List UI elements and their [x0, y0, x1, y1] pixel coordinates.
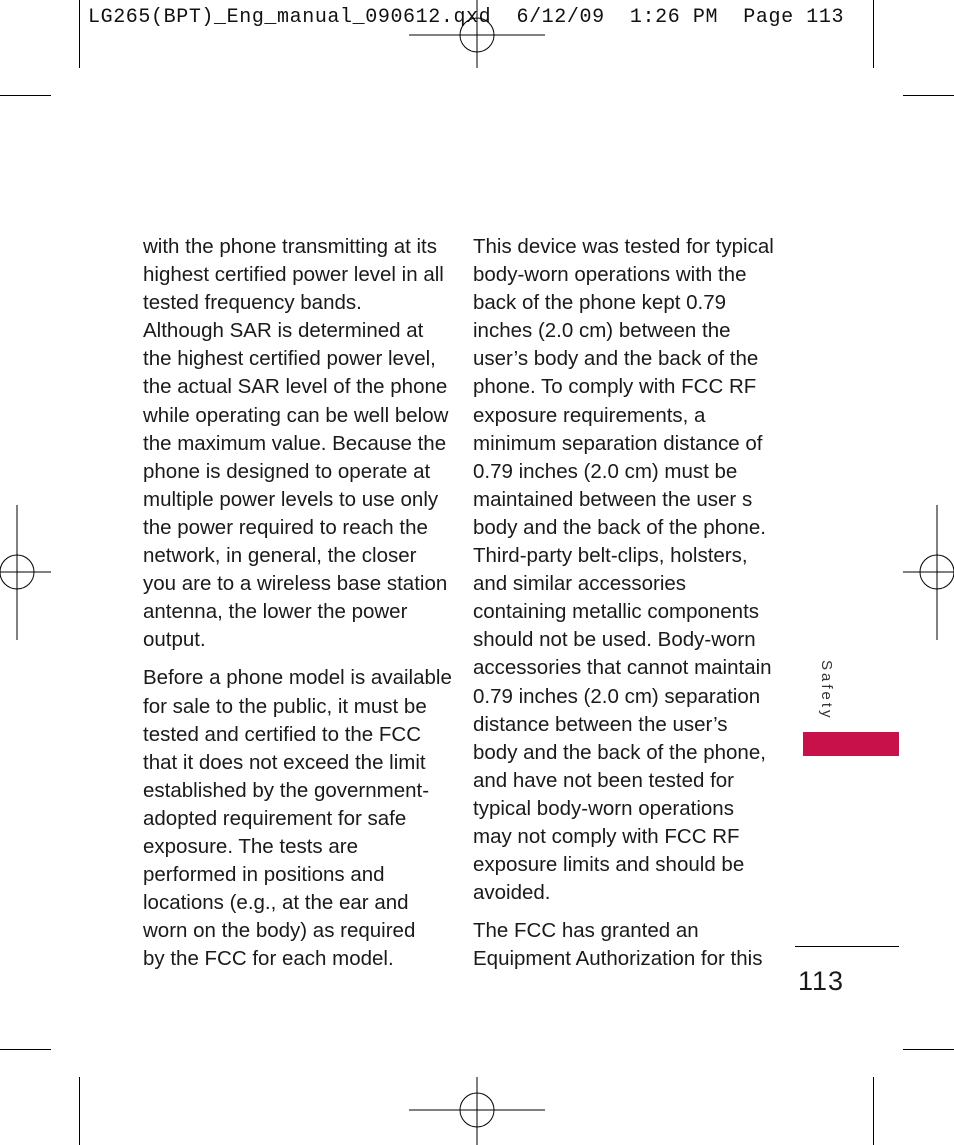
text-line: for sale to the public, it must be	[143, 694, 427, 718]
crop-mark	[0, 1049, 51, 1050]
text-line: This device was tested for typical	[473, 235, 774, 258]
crop-mark	[873, 0, 874, 68]
text-line: worn on the body) as required	[143, 919, 416, 943]
text-line: body and the back of the phone.	[473, 515, 766, 539]
text-line: should not be used. Body-worn	[473, 628, 756, 652]
text-line: phone is designed to operate at	[143, 459, 431, 483]
text-line: exposure limits and should be	[473, 853, 745, 877]
crop-mark	[79, 1077, 80, 1145]
text-line: the maximum value. Because the	[143, 431, 447, 455]
registration-mark-bottom	[409, 1077, 545, 1145]
text-line: Equipment Authorization for this	[473, 947, 763, 971]
text-line: avoided.	[473, 881, 551, 905]
text-line: tested and certified to the FCC	[143, 722, 422, 746]
text-line: and similar accessories	[473, 572, 687, 596]
crop-mark	[903, 1049, 954, 1050]
text-line: antenna, the lower the power	[143, 600, 408, 624]
section-label: Safety	[818, 660, 835, 721]
text-line: back of the phone kept 0.79	[473, 291, 727, 315]
text-line: by the FCC for each model.	[143, 947, 394, 971]
registration-mark-top	[409, 0, 545, 68]
text-line: network, in general, the closer	[143, 544, 417, 568]
text-line: typical body-worn operations	[473, 796, 734, 820]
text-line: the highest certified power level,	[143, 347, 436, 371]
text-line: adopted requirement for safe	[143, 806, 407, 830]
text-line: 0.79 inches (2.0 cm) must be	[473, 459, 738, 483]
text-line: with the phone transmitting at its	[143, 235, 437, 258]
crop-mark	[873, 1077, 874, 1145]
text-line: body-worn operations with the	[473, 263, 747, 287]
page-number-rule	[795, 946, 899, 947]
crop-mark	[79, 0, 80, 68]
text-line: Before a phone model is available	[143, 666, 452, 690]
page-number: 113	[798, 966, 845, 996]
text-line: phone. To comply with FCC RF	[473, 375, 757, 399]
text-line: exposure. The tests are	[143, 834, 358, 858]
right-paragraph-1	[473, 233, 773, 907]
text-line: containing metallic components	[473, 600, 760, 624]
text-line: output.	[143, 628, 206, 652]
text-line: highest certified power level in all	[143, 263, 444, 287]
text-line: the power required to reach the	[143, 515, 428, 539]
left-paragraph-1	[143, 233, 449, 654]
right-text-column	[473, 233, 773, 973]
text-line: The FCC has granted an	[473, 919, 699, 943]
registration-mark-left	[0, 505, 51, 640]
text-line: exposure requirements, a	[473, 403, 706, 427]
crop-mark	[903, 95, 954, 96]
text-line: body and the back of the phone,	[473, 740, 766, 764]
text-line: the actual SAR level of the phone	[143, 375, 448, 399]
text-line: distance between the user’s	[473, 712, 728, 736]
crop-mark	[0, 95, 51, 96]
print-slug: LG265(BPT)_Eng_manual_090612.qxd 6/12/09 1:26 PM Page 113	[88, 6, 845, 29]
left-paragraph-2	[143, 664, 452, 973]
text-line: 0.79 inches (2.0 cm) separation	[473, 684, 761, 708]
text-line: multiple power levels to use only	[143, 487, 439, 511]
text-line: tested frequency bands.	[143, 291, 362, 315]
registration-mark-right	[903, 505, 954, 640]
text-line: and have not been tested for	[473, 768, 735, 792]
text-line: accessories that cannot maintain	[473, 656, 772, 680]
text-line: user’s body and the back of the	[473, 347, 759, 371]
text-line: inches (2.0 cm) between the	[473, 319, 731, 343]
text-line: performed in positions and	[143, 863, 385, 887]
right-paragraph-2	[473, 917, 773, 973]
text-line: Although SAR is determined at	[143, 319, 424, 343]
text-line: Third-party belt-clips, holsters,	[473, 544, 748, 568]
text-line: minimum separation distance of	[473, 431, 763, 455]
text-line: maintained between the user s	[473, 487, 753, 511]
text-line: you are to a wireless base station	[143, 572, 448, 596]
left-text-column	[143, 233, 452, 973]
section-tab	[803, 732, 899, 756]
text-line: may not comply with FCC RF	[473, 824, 740, 848]
text-line: established by the government-	[143, 778, 430, 802]
text-line: that it does not exceed the limit	[143, 750, 426, 774]
text-line: while operating can be well below	[143, 403, 449, 427]
text-line: locations (e.g., at the ear and	[143, 891, 409, 915]
